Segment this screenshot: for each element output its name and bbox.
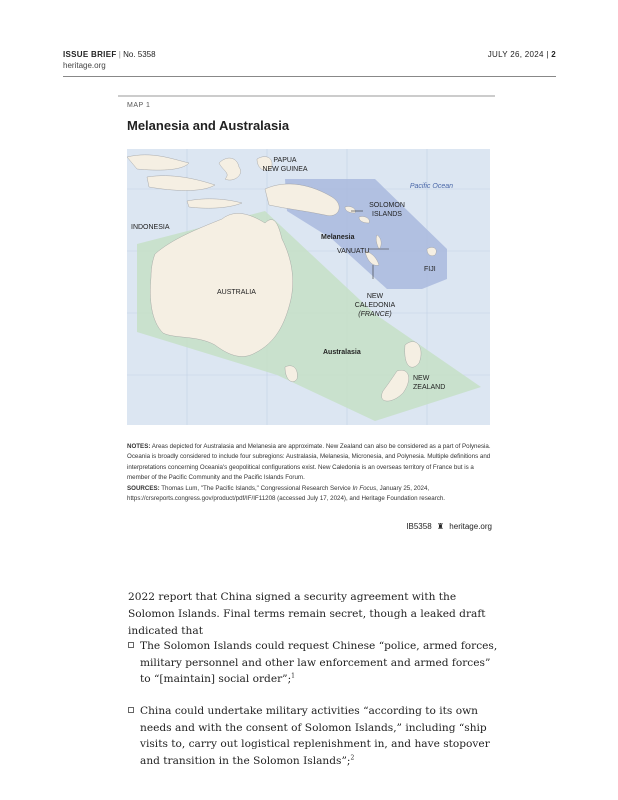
map-figure (118, 95, 495, 547)
label-australia: AUSTRALIA (217, 289, 256, 296)
header-left: ISSUE BRIEF | No. 5358 heritage.org (63, 50, 156, 70)
label-png-2: NEW GUINEA (262, 166, 308, 173)
label-newcal-1: NEW (366, 293, 384, 300)
label-solomon-2: ISLANDS (372, 211, 402, 218)
label-vanuatu: VANUATU (337, 248, 370, 255)
label-melanesia: Melanesia (321, 234, 355, 241)
body-paragraph: 2022 report that China signed a security agreement with the Solomon Islands. Final terms remain secret, though a leaked draft indicated that (128, 591, 486, 637)
heritage-bell-icon: ♜ (436, 522, 445, 531)
brief-label: ISSUE BRIEF (63, 50, 117, 59)
label-newcal-2: CALEDONIA (354, 302, 396, 309)
label-nz-1: NEW (413, 375, 430, 382)
header-right: JULY 26, 2024 | 2 (487, 50, 556, 59)
label-newcal-3: (FRANCE) (358, 311, 392, 318)
page-header (63, 49, 556, 79)
figure-title: Melanesia and Australasia (127, 118, 290, 133)
header-date: JULY 26, 2024 (487, 50, 544, 59)
bullet-box-icon (128, 642, 134, 648)
label-solomon-1: SOLOMON (369, 202, 405, 209)
label-nz-2: ZEALAND (413, 384, 446, 391)
label-fiji: FIJI (424, 266, 436, 273)
page-number: 2 (551, 50, 556, 59)
figure-label: MAP 1 (127, 102, 151, 109)
label-australasia: Australasia (323, 349, 361, 356)
bullet-box-icon (128, 707, 134, 713)
header-site: heritage.org (63, 61, 106, 70)
region-map (127, 149, 490, 425)
label-png-1: PAPUA (273, 157, 297, 164)
figure-notes: NOTES: Areas depicted for Australasia and Melanesia are approximate. New Zealand can also be considered as a part of Polynesia. Oceania is broadly considered to include four subregions: Australasia, Melanesia, Micronesia, and Polynesia. Multiple definitions and interpretations concerning Oceania's geopolitical configurations exist. New Caledonia is an overseas territory of France but is a member of the Pacific Community and the Pacific Islands Forum. SOURCES: Thomas Lum, "The Pacific Islands," Congressional Research Service In Focus, January 25, 2024, https://crsreports.congress.gov/product/pdf/IF/IF11208 (accessed July 17, 2024), and Heritage Foundation research. (127, 443, 491, 503)
header-rule (63, 76, 556, 77)
figure-credit: IB5358 ♜ heritage.org (406, 522, 492, 531)
label-pacific-ocean: Pacific Ocean (409, 183, 453, 190)
label-indonesia: INDONESIA (131, 224, 170, 231)
brief-number: No. 5358 (123, 50, 156, 59)
